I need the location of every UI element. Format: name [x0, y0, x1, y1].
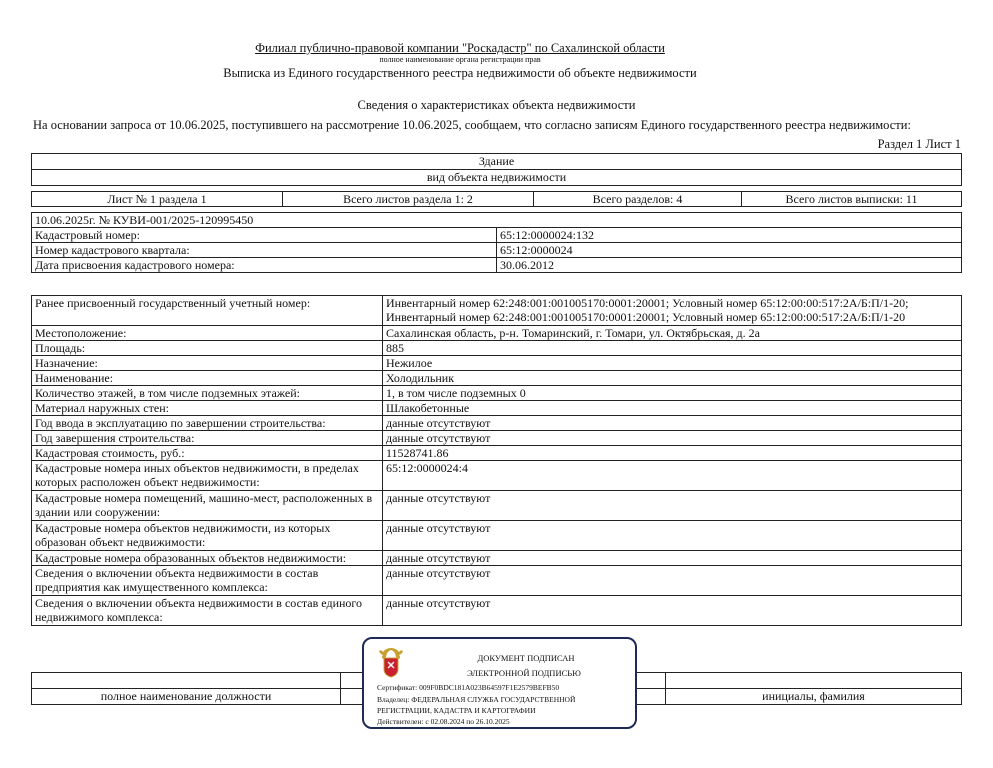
characteristic-label: Наименование:	[32, 371, 383, 386]
record-number: 10.06.2025г. № КУВИ-001/2025-120995450	[32, 213, 962, 228]
characteristic-label: Материал наружных стен:	[32, 401, 383, 416]
stamp-title: ДОКУМЕНТ ПОДПИСАН	[477, 653, 575, 663]
characteristic-label: Сведения о включении объекта недвижимости в состав предприятия как имущественного комплекса:	[32, 566, 383, 596]
characteristic-label: Назначение:	[32, 356, 383, 371]
characteristic-value: Нежилое	[383, 356, 962, 371]
characteristic-label: Год ввода в эксплуатацию по завершении строительства:	[32, 416, 383, 431]
characteristic-value: Холодильник	[383, 371, 962, 386]
record-label: Кадастровый номер:	[32, 228, 497, 243]
characteristics-table	[31, 295, 962, 626]
characteristic-value: Шлакобетонные	[383, 401, 962, 416]
stamp-owner-cont: РЕГИСТРАЦИИ, КАДАСТРА И КАРТОГРАФИИ	[377, 706, 536, 715]
sections-count: Всего разделов: 4	[534, 192, 742, 207]
section-sheets-count: Всего листов раздела 1: 2	[283, 192, 534, 207]
characteristic-value: 1, в том числе подземных 0	[383, 386, 962, 401]
characteristic-value: данные отсутствуют	[383, 521, 962, 551]
record-label: Номер кадастрового квартала:	[32, 243, 497, 258]
characteristic-label: Сведения о включении объекта недвижимости в состав единого недвижимого комплекса:	[32, 596, 383, 626]
record-table	[31, 212, 962, 273]
characteristic-label: Кадастровая стоимость, руб.:	[32, 446, 383, 461]
record-label: Дата присвоения кадастрового номера:	[32, 258, 497, 273]
section-title: Сведения о характеристиках объекта недвижимости	[357, 98, 636, 112]
characteristic-value: данные отсутствуют	[383, 596, 962, 626]
characteristic-value: 65:12:0000024:4	[383, 461, 962, 491]
organization-name: Филиал публично-правовой компании "Роскадастр" по Сахалинской области	[255, 41, 665, 55]
characteristic-label: Количество этажей, в том числе подземных этажей:	[32, 386, 383, 401]
sheet-counts-table	[31, 191, 962, 207]
extract-title: Выписка из Единого государственного реестра недвижимости об объекте недвижимости	[223, 66, 697, 80]
characteristic-value: 885	[383, 341, 962, 356]
sheet-number: Лист № 1 раздела 1	[32, 192, 283, 207]
coat-of-arms-icon	[378, 648, 404, 678]
stamp-owner: Владелец: ФЕДЕРАЛЬНАЯ СЛУЖБА ГОСУДАРСТВЕННОЙ	[377, 695, 576, 704]
characteristic-label: Кадастровые номера помещений, машино-мест, расположенных в здании или сооружении:	[32, 491, 383, 521]
characteristic-label: Кадастровые номера образованных объектов недвижимости:	[32, 551, 383, 566]
basis-text: На основании запроса от 10.06.2025, поступившего на рассмотрение 10.06.2025, сообщаем, что согласно записям Единого государственного реестра недвижимости:	[33, 118, 911, 132]
characteristic-label: Год завершения строительства:	[32, 431, 383, 446]
record-value: 65:12:0000024:132	[497, 228, 962, 243]
characteristic-label: Местоположение:	[32, 326, 383, 341]
object-type-caption: вид объекта недвижимости	[32, 170, 962, 186]
characteristic-label: Ранее присвоенный государственный учетный номер:	[32, 296, 383, 326]
object-type-value: Здание	[32, 154, 962, 170]
characteristic-value: данные отсутствуют	[383, 551, 962, 566]
stamp-subtitle: ЭЛЕКТРОННОЙ ПОДПИСЬЮ	[467, 668, 581, 678]
characteristic-value: данные отсутствуют	[383, 566, 962, 596]
characteristic-label: Кадастровые номера объектов недвижимости, из которых образован объект недвижимости:	[32, 521, 383, 551]
sheet-reference: Раздел 1 Лист 1	[877, 137, 961, 151]
name-caption: инициалы, фамилия	[666, 689, 962, 705]
object-type-table	[31, 153, 962, 186]
characteristic-value: 11528741.86	[383, 446, 962, 461]
characteristic-value: Сахалинская область, р-н. Томаринский, г. Томари, ул. Октябрьская, д. 2а	[383, 326, 962, 341]
position-caption: полное наименование должности	[32, 689, 341, 705]
characteristic-value: данные отсутствуют	[383, 491, 962, 521]
record-value: 30.06.2012	[497, 258, 962, 273]
extract-sheets-count: Всего листов выписки: 11	[742, 192, 962, 207]
organization-caption: полное наименование органа регистрации прав	[379, 55, 541, 64]
stamp-certificate: Сертификат: 009F0BDC181A023B64597F1E2579BEFB50	[377, 683, 560, 692]
characteristic-value: Инвентарный номер 62:248:001:001005170:0001:20001; Условный номер 65:12:00:00:517:2А/Б:П/1-20; Инвентарный номер 62:248:001:001005170:0001:20001; Условный номер 65:12:00:00:517:2А/Б:П/1-20	[383, 296, 962, 326]
characteristic-value: данные отсутствуют	[383, 431, 962, 446]
characteristic-label: Площадь:	[32, 341, 383, 356]
characteristic-label: Кадастровые номера иных объектов недвижимости, в пределах которых расположен объект недвижимости:	[32, 461, 383, 491]
stamp-validity: Действителен: с 02.08.2024 по 26.10.2025	[377, 717, 510, 726]
electronic-signature-stamp	[362, 637, 637, 729]
characteristic-value: данные отсутствуют	[383, 416, 962, 431]
record-value: 65:12:0000024	[497, 243, 962, 258]
